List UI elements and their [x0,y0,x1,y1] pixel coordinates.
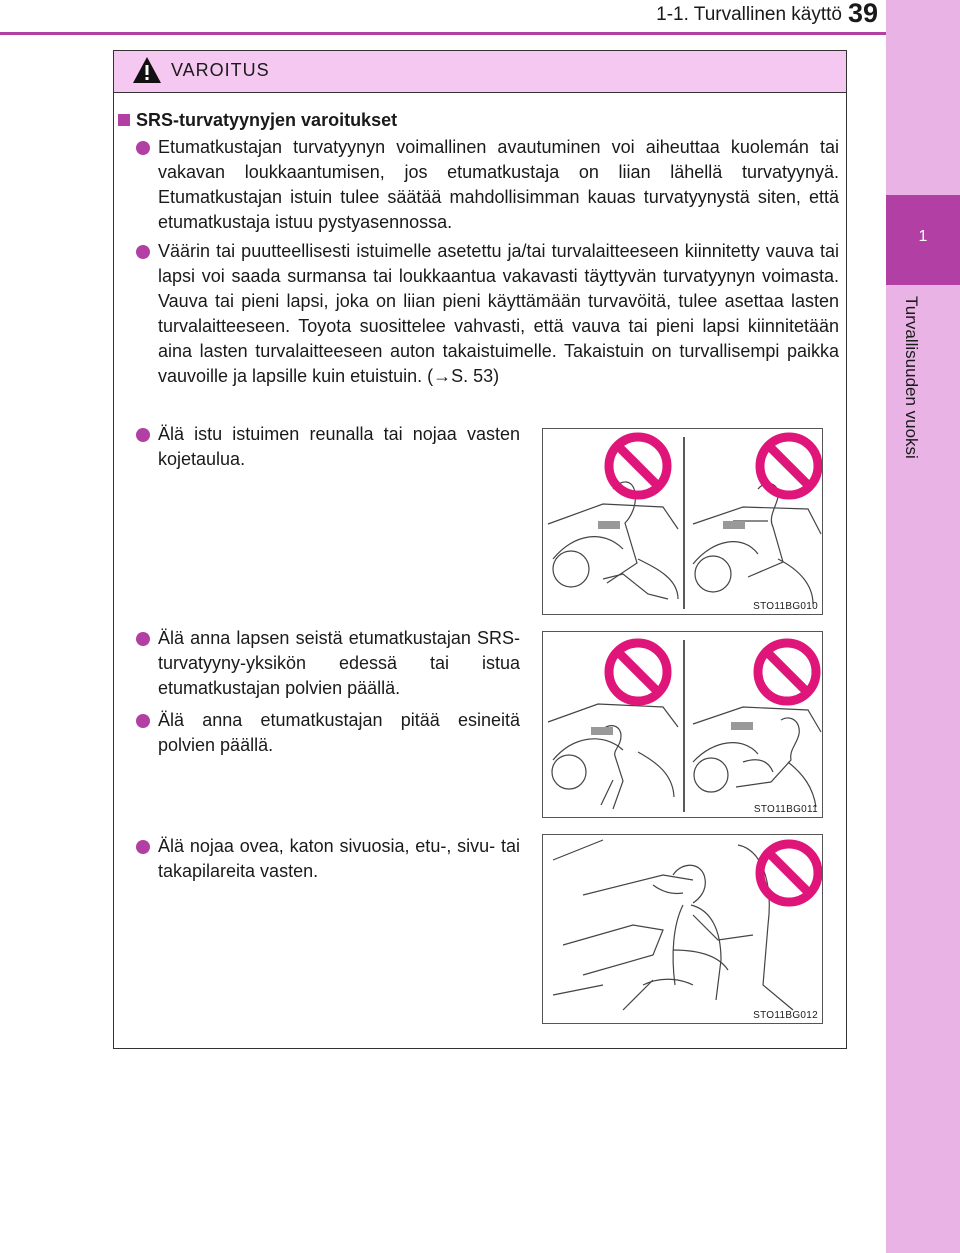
illustration-code: STO11BG012 [753,1010,818,1021]
round-bullet-icon [136,840,150,854]
chapter-number: 1 [918,228,928,245]
warning-bullet: Etumatkustajan turvatyynyn voimallinen avautuminen voi aiheuttaa kuolemán tai vakavan loukkaantumisen, jos etumatkustaja on liian lähellä turvatyynyä. Etumatkustajan istuin tulee säätää mahdollisimman kauas turvatyynystä siten, että etumatkustaja istuu pystyasennossa. [158,135,839,235]
square-bullet-icon [118,114,130,126]
chapter-title: Turvallisuuden vuoksi [902,296,921,459]
warning-title: VAROITUS [171,60,270,80]
warning-bullet: Älä nojaa ovea, katon sivuosia, etu-, sivu- tai takapilareita vasten. [158,834,520,884]
chapter-side-tab [886,0,960,1253]
illustration-code: STO11BG010 [753,601,818,612]
warning-triangle-icon [132,55,162,85]
prohibited-icon [760,844,818,902]
page-number: 39 [847,0,878,28]
car-interior-sketch [543,632,823,818]
round-bullet-icon [136,714,150,728]
illustration-leaning-door [542,834,823,1024]
round-bullet-icon [136,141,150,155]
warning-bullet: Älä istu istuimen reunalla tai nojaa vasten kojetaulua. [158,422,520,472]
round-bullet-icon [136,632,150,646]
round-bullet-icon [136,245,150,259]
illustration-leaning-dashboard [542,428,823,615]
header-rule [0,32,886,35]
warning-bullet: Älä anna etumatkustajan pitää esineitä polvien päällä. [158,708,520,758]
warning-subheading: SRS-turvatyynyjen varoitukset [118,108,397,132]
car-interior-sketch [543,429,823,615]
illustration-code: STO11BG011 [753,804,818,815]
prohibited-icon [760,437,818,495]
prohibited-icon [609,643,667,701]
prohibited-icon [609,437,667,495]
warning-bullet: Väärin tai puutteellisesti istuimelle asetettu ja/tai turvalaitteeseen kiinnitetty vauva tai lapsi voi saada surmansa tai loukkaantua vakavasti täyttyvän turvatyynyn voimasta. Vauva tai pieni lapsi, joka on liian pieni käyttämään turvavöitä, tulee asettaa lasten turvalaitteeseen. Toyota suosittelee vahvasti, että vauva tai pieni lapsi kiinnitetään aina lasten turvalaitteeseen auton takaistuimelle. Takaistuin on turvallisempi paikka vauvoille ja lapsille kuin etuistuin. (→S. 53) [158,239,839,389]
illustration-child-standing [542,631,823,818]
car-interior-sketch [543,835,823,1024]
round-bullet-icon [136,428,150,442]
warning-bullet: Älä anna lapsen seistä etumatkustajan SRS-turvatyyny-yksikön edessä tai istua etumatkustajan polvien päällä. [158,626,520,701]
section-title: 1-1. Turvallinen käyttö [656,4,842,25]
prohibited-icon [758,643,816,701]
warning-header [114,51,846,93]
